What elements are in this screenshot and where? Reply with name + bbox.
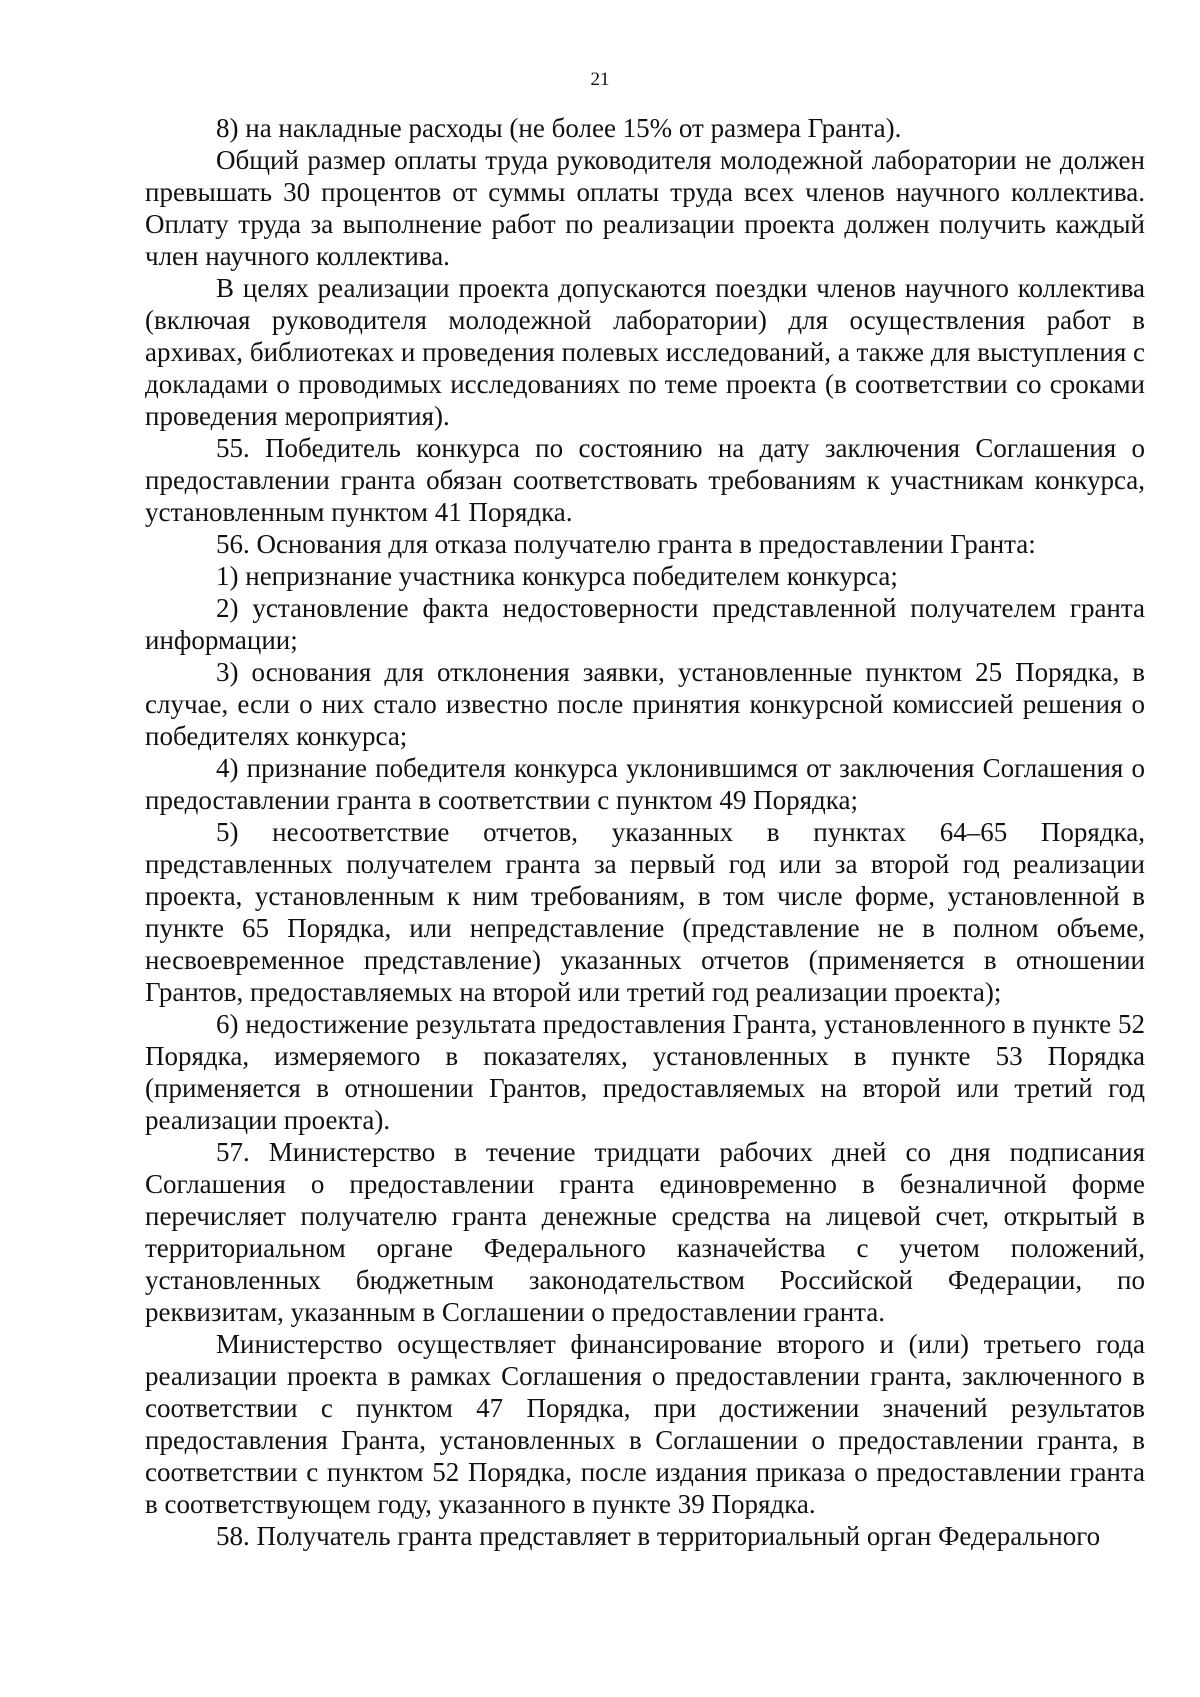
page-number: 21 (590, 69, 610, 90)
paragraph-lab-head-salary: Общий размер оплаты труда руководителя молодежной лаборатории не должен превышать 30 процентов от суммы оплаты труда всех членов научного коллектива. Оплату труда за выполнение работ по реализации проекта должен получить каждый член научного коллектива. (145, 145, 1145, 271)
paragraph-item-8: 8) на накладные расходы (не более 15% от размера Гранта). (216, 113, 902, 143)
paragraph-55: 55. Победитель конкурса по состоянию на дату заключения Соглашения о предоставлении гранта обязан соответствовать требованиям к участникам конкурса, установленным пунктом 41 Порядка. (145, 433, 1145, 527)
paragraph-57: 57. Министерство в течение тридцати рабочих дней со дня подписания Соглашения о предоставлении гранта единовременно в безналичной форме перечисляет получателю гранта денежные средства на лицевой счет, открытый в территориальном органе Федерального казначейства с учетом положений, установленных бюджетным законодательством Российской Федерации, по реквизитам, указанным в Соглашении о предоставлении гранта. (145, 1137, 1145, 1327)
paragraph-56-item-2: 2) установление факта недостоверности представленной получателем гранта информации; (145, 593, 1145, 655)
paragraph-56: 56. Основания для отказа получателю гранта в предоставлении Гранта: (216, 529, 1036, 559)
paragraph-56-item-3: 3) основания для отклонения заявки, установленные пунктом 25 Порядка, в случае, если о них стало известно после принятия конкурсной комиссией решения о победителях конкурса; (145, 657, 1145, 751)
paragraph-financing: Министерство осуществляет финансирование второго и (или) третьего года реализации проекта в рамках Соглашения о предоставлении гранта, заключенного в соответствии с пунктом 47 Порядка, при достижении значений результатов предоставления Гранта, установленных в Соглашении о предоставлении гранта, в соответствии с пунктом 52 Порядка, после издания приказа о предоставлении гранта в соответствующем году, указанного в пункте 39 Порядка. (145, 1329, 1145, 1519)
document-body (145, 112, 1145, 1552)
paragraph-56-item-5: 5) несоответствие отчетов, указанных в пунктах 64–65 Порядка, представленных получателем гранта за первый год или за второй год реализации проекта, установленным к ним требованиям, в том числе форме, установленной в пункте 65 Порядка, или непредставление (представление не в полном объеме, несвоевременное представление) указанных отчетов (применяется в отношении Грантов, предоставляемых на второй или третий год реализации проекта); (145, 817, 1145, 1007)
paragraph-56-item-4: 4) признание победителя конкурса уклонившимся от заключения Соглашения о предоставлении гранта в соответствии с пунктом 49 Порядка; (145, 753, 1145, 815)
paragraph-56-item-1: 1) непризнание участника конкурса победителем конкурса; (216, 561, 898, 591)
paragraph-56-item-6: 6) недостижение результата предоставления Гранта, установленного в пункте 52 Порядка, измеряемого в показателях, установленных в пункте 53 Порядка (применяется в отношении Грантов, предоставляемых на второй или третий год реализации проекта). (145, 1009, 1145, 1135)
paragraph-58: 58. Получатель гранта представляет в территориальный орган Федерального (216, 1521, 1101, 1551)
paragraph-trips: В целях реализации проекта допускаются поездки членов научного коллектива (включая руководителя молодежной лаборатории) для осуществления работ в архивах, библиотеках и проведения полевых исследований, а также для выступления с докладами о проводимых исследованиях по теме проекта (в соответствии со сроками проведения мероприятия). (145, 273, 1145, 431)
